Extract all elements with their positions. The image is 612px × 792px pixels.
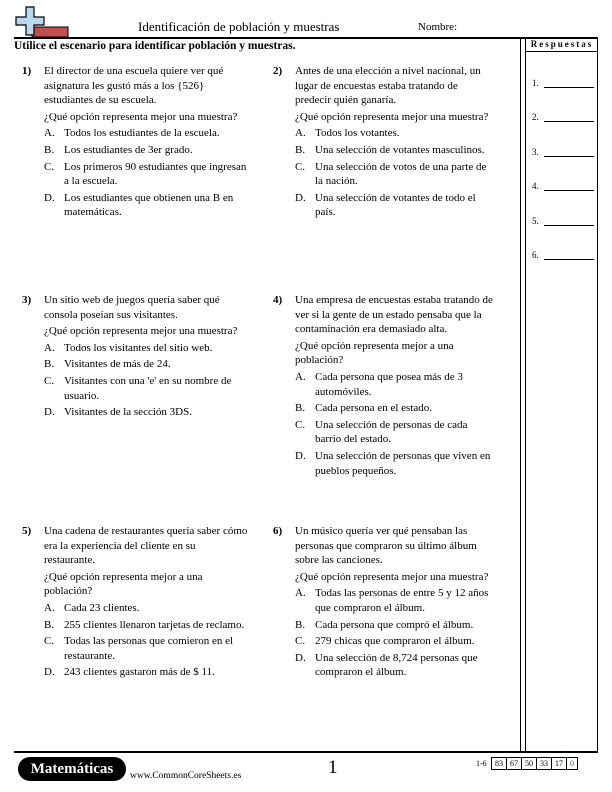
answer-blank-1[interactable] (532, 76, 594, 88)
answer-blank-4[interactable] (532, 179, 594, 191)
option-a: A. Todos los estudiantes de la escuela. (44, 127, 220, 140)
question-4 (273, 293, 493, 508)
plus-minus-logo-icon (14, 5, 70, 39)
option-a: A. Cada persona que posea más de 3 automóviles. (295, 370, 463, 398)
question-number: 5) (22, 525, 32, 537)
answer-label: 2. (532, 112, 539, 122)
question-1 (22, 64, 248, 264)
answer-column-border (597, 37, 598, 751)
answer-label: 3. (532, 147, 539, 157)
score-cell: 33 (537, 758, 552, 770)
score-cell: 50 (522, 758, 537, 770)
question-3 (22, 293, 248, 493)
option-c: C. Los primeros 90 estudiantes que ingresan a la escuela. (44, 160, 247, 188)
question-prompt: ¿Qué opción representa mejor una muestra? (295, 110, 489, 123)
option-b: B. Cada persona que compró el álbum. (295, 618, 474, 631)
question-prompt: ¿Qué opción representa mejor una muestra? (44, 325, 238, 338)
question-number: 1) (22, 65, 32, 77)
question-scenario: Un sitio web de juegos quería saber qué consola poseían sus visitantes. (44, 294, 220, 321)
score-table (491, 757, 578, 770)
score-cell: 83 (492, 758, 507, 770)
option-d: D. Visitantes de la sección 3DS. (44, 406, 192, 419)
page-number: 1 (328, 757, 338, 778)
question-2 (273, 64, 493, 264)
question-scenario: Una empresa de encuestas estaba tratando de ver si la gente de un estado pensaba que la contaminación era demasiado alta. (295, 294, 493, 336)
header-divider (14, 37, 598, 39)
question-scenario: El director de una escuela quiere ver qué asignatura les gustó más a los {526} estudiantes de su escuela. (44, 65, 224, 107)
option-a: A. Todos los votantes. (295, 127, 400, 140)
option-a: A. Todas las personas de entre 5 y 12 años que compraron el álbum. (295, 587, 489, 614)
score-cell: 17 (552, 758, 567, 770)
option-d: D. 243 clientes gastaron más de $ 11. (44, 666, 215, 679)
column-divider (520, 37, 521, 751)
option-c: C. Todas las personas que comieron en el restaurante. (44, 635, 234, 662)
option-c: C. Una selección de personas de cada barrio del estado. (295, 418, 468, 446)
site-link[interactable]: www.CommonCoreSheets.es (130, 771, 242, 781)
footer-divider (14, 751, 598, 753)
option-b: B. Los estudiantes de 3er grado. (44, 143, 193, 156)
question-number: 6) (273, 525, 283, 537)
answer-blank-5[interactable] (532, 214, 594, 226)
option-d: D. Una selección de 8,724 personas que compraron el álbum. (295, 651, 478, 679)
question-scenario: Un músico quería ver qué pensaban las personas que compraron su último álbum sobre las canciones. (295, 525, 477, 567)
score-cell: 0 (567, 758, 578, 770)
question-5 (22, 524, 248, 724)
option-c: C. Visitantes con una 'e' en su nombre de usuario. (44, 374, 232, 402)
answer-label: 4. (532, 181, 539, 191)
question-6 (273, 524, 493, 724)
option-b: B. Cada persona en el estado. (295, 402, 432, 415)
name-label: Nombre: (418, 21, 458, 33)
answer-blank-2[interactable] (532, 110, 594, 122)
answer-label: 6. (532, 250, 539, 260)
brand-badge: Matemáticas (18, 757, 126, 781)
option-a: A. Cada 23 clientes. (44, 601, 140, 614)
answer-label: 5. (532, 216, 539, 226)
question-number: 3) (22, 294, 32, 306)
question-prompt: ¿Qué opción representa mejor a una población? (44, 570, 203, 598)
question-scenario: Una cadena de restaurantes quería saber cómo era la experiencia del cliente en su restaurante. (44, 525, 248, 567)
question-number: 4) (273, 294, 283, 306)
option-c: C. 279 chicas que compraron el álbum. (295, 635, 475, 648)
worksheet-title: Identificación de población y muestras (138, 19, 340, 34)
answer-blank-3[interactable] (532, 145, 594, 157)
question-prompt: ¿Qué opción representa mejor una muestra? (295, 570, 489, 583)
option-d: D. Una selección de votantes de todo el país. (295, 191, 476, 219)
answer-label: 1. (532, 78, 539, 88)
question-number: 2) (273, 65, 283, 77)
question-prompt: ¿Qué opción representa mejor a una población? (295, 339, 454, 367)
option-b: B. 255 clientes llenaron tarjetas de reclamo. (44, 618, 245, 631)
option-a: A. Todos los visitantes del sitio web. (44, 341, 213, 354)
answer-blank-6[interactable] (532, 248, 594, 260)
column-divider (525, 37, 526, 751)
question-range: 1-6 (476, 759, 487, 768)
option-b: B. Una selección de votantes masculinos. (295, 143, 485, 156)
instructions: Utilice el escenario para identificar población y muestras. (14, 40, 296, 52)
option-b: B. Visitantes de más de 24. (44, 358, 171, 371)
answers-title: Respuestas (530, 39, 594, 49)
option-d: D. Una selección de personas que viven en pueblos pequeños. (295, 449, 491, 477)
question-scenario: Antes de una elección a nivel nacional, un lugar de encuestas estaba tratando de predecir quién ganaría. (295, 65, 481, 107)
option-d: D. Los estudiantes que obtienen una B en matemáticas. (44, 191, 234, 219)
score-cell: 67 (507, 758, 522, 770)
question-prompt: ¿Qué opción representa mejor una muestra? (44, 110, 238, 123)
option-c: C. Una selección de votos de una parte de la nación. (295, 160, 487, 188)
answers-divider (525, 51, 597, 52)
